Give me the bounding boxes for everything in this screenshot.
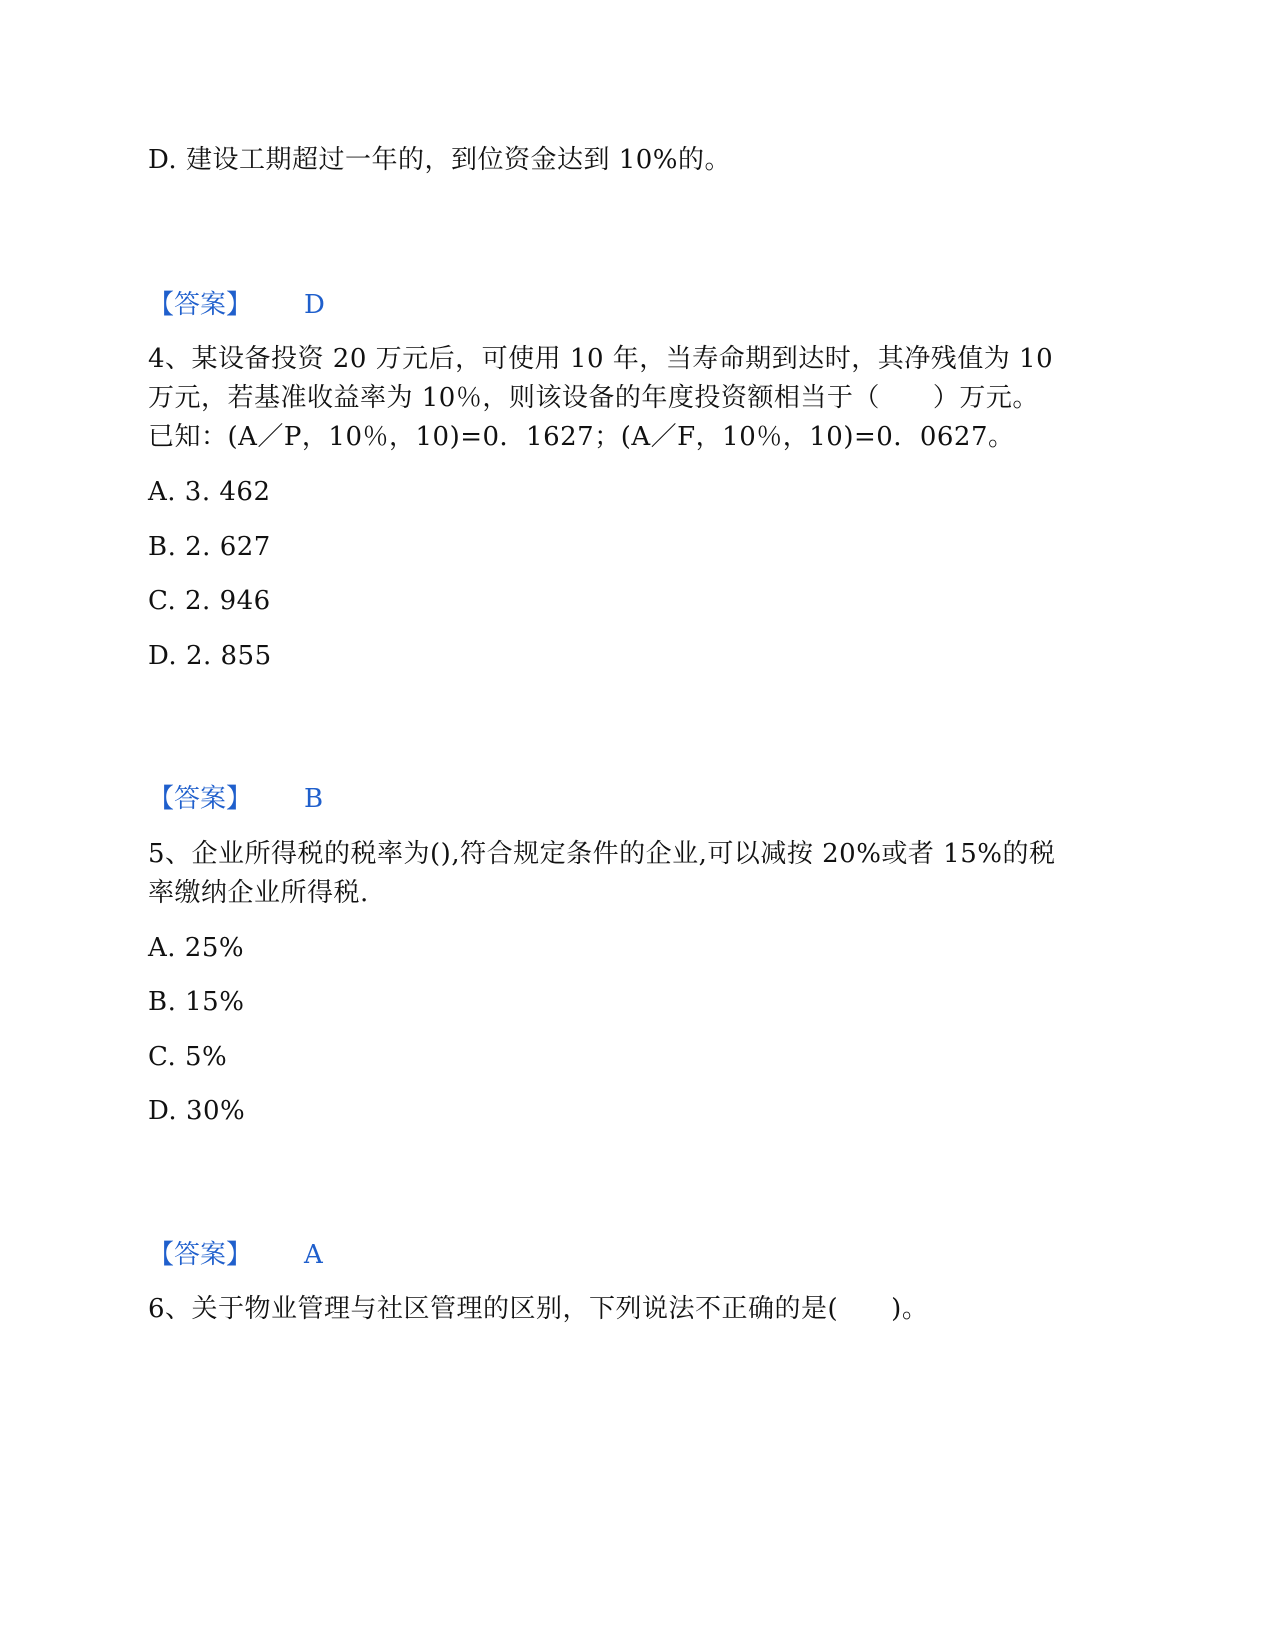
answer-label: 【答案】 bbox=[148, 1240, 253, 1270]
question-5-stem-line-2: 率缴纳企业所得税. bbox=[148, 878, 369, 908]
question-4-stem-line-3: 已知：(A／P，10％，10)=0．1627；(A／F，10％，10)=0．0627。 bbox=[148, 422, 1015, 452]
question-6-stem-line-1: 6、关于物业管理与社区管理的区别，下列说法不正确的是( )。 bbox=[148, 1294, 929, 1324]
question-4-stem-line-2: 万元，若基准收益率为 10％，则该设备的年度投资额相当于（ ）万元。 bbox=[148, 383, 1039, 413]
question-4-stem-line-1: 4、某设备投资 20 万元后，可使用 10 年，当寿命期到达时，其净残值为 10 bbox=[148, 344, 1054, 374]
answer-5-row bbox=[148, 1240, 323, 1270]
question-3-option-d: D. 建设工期超过一年的，到位资金达到 10%的。 bbox=[148, 145, 732, 175]
question-5-option-c: C. 5% bbox=[148, 1042, 228, 1072]
answer-label: 【答案】 bbox=[148, 784, 253, 814]
question-5-option-d: D. 30% bbox=[148, 1096, 246, 1126]
question-5-stem-line-1: 5、企业所得税的税率为(),符合规定条件的企业,可以减按 20%或者 15%的税 bbox=[148, 839, 1056, 869]
answer-value: D bbox=[304, 290, 325, 320]
answer-value: A bbox=[304, 1240, 323, 1270]
question-4-option-d: D. 2. 855 bbox=[148, 641, 272, 671]
question-5-option-a: A. 25% bbox=[148, 933, 245, 963]
answer-label: 【答案】 bbox=[148, 290, 253, 320]
question-4-option-b: B. 2. 627 bbox=[148, 532, 271, 562]
answer-4-row bbox=[148, 784, 323, 814]
answer-3-row bbox=[148, 290, 325, 320]
question-5-option-b: B. 15% bbox=[148, 987, 245, 1017]
question-4-option-c: C. 2. 946 bbox=[148, 586, 271, 616]
answer-value: B bbox=[304, 784, 324, 814]
question-4-option-a: A. 3. 462 bbox=[148, 477, 271, 507]
